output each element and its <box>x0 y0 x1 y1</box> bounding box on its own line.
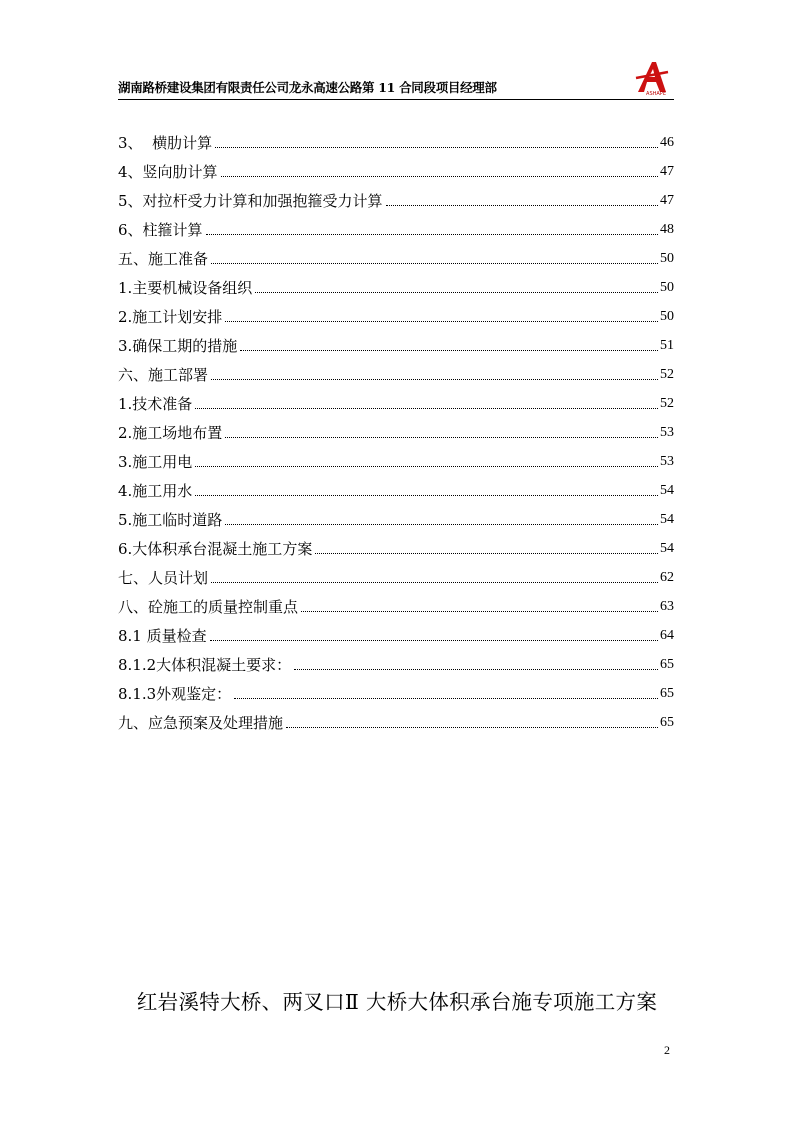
toc-entry[interactable] <box>118 559 674 588</box>
table-of-contents <box>118 124 674 733</box>
toc-entry[interactable] <box>118 211 674 240</box>
toc-entry-page: 48 <box>660 222 674 237</box>
toc-entry-label: 8.1.2大体积混凝土要求： <box>118 656 292 674</box>
toc-entry-page: 51 <box>660 338 674 353</box>
toc-entry-page: 46 <box>660 135 674 150</box>
toc-entry[interactable] <box>118 443 674 472</box>
header-text: 湖南路桥建设集团有限责任公司龙永高速公路第 11 合同段项目经理部 <box>118 80 497 95</box>
toc-entry-page: 52 <box>660 367 674 382</box>
header-rule <box>118 99 674 100</box>
toc-entry[interactable] <box>118 675 674 704</box>
toc-entry-page: 54 <box>660 541 674 556</box>
toc-entry-page: 47 <box>660 193 674 208</box>
toc-entry-label: 八、砼施工的质量控制重点 <box>118 598 299 616</box>
toc-entry-page: 53 <box>660 454 674 469</box>
toc-entry-label: 九、应急预案及处理措施 <box>118 714 284 732</box>
toc-entry-label: 3.确保工期的措施 <box>118 337 238 355</box>
toc-entry-page: 53 <box>660 425 674 440</box>
toc-dot-leader <box>225 524 658 525</box>
toc-entry-label: 5.施工临时道路 <box>118 511 223 529</box>
toc-entry[interactable] <box>118 646 674 675</box>
toc-entry[interactable] <box>118 153 674 182</box>
toc-entry-page: 63 <box>660 599 674 614</box>
toc-entry-page: 64 <box>660 628 674 643</box>
toc-entry-page: 65 <box>660 715 674 730</box>
toc-entry[interactable] <box>118 414 674 443</box>
toc-dot-leader <box>195 495 658 496</box>
toc-entry-label: 1.主要机械设备组织 <box>118 279 253 297</box>
toc-dot-leader <box>206 234 658 235</box>
toc-dot-leader <box>211 379 658 380</box>
toc-entry-page: 52 <box>660 396 674 411</box>
toc-entry[interactable] <box>118 617 674 646</box>
toc-dot-leader <box>255 292 658 293</box>
toc-entry-label: 3.施工用电 <box>118 453 193 471</box>
toc-entry[interactable] <box>118 501 674 530</box>
toc-dot-leader <box>315 553 658 554</box>
toc-entry[interactable] <box>118 588 674 617</box>
toc-entry-page: 50 <box>660 251 674 266</box>
toc-dot-leader <box>234 698 658 699</box>
toc-entry-label: 4.施工用水 <box>118 482 193 500</box>
toc-entry[interactable] <box>118 385 674 414</box>
toc-entry[interactable] <box>118 182 674 211</box>
toc-entry-page: 50 <box>660 309 674 324</box>
toc-dot-leader <box>386 205 658 206</box>
toc-dot-leader <box>221 176 658 177</box>
page-header <box>118 56 674 100</box>
toc-entry-page: 62 <box>660 570 674 585</box>
toc-entry-label: 8.1 质量检查 <box>118 627 207 645</box>
toc-entry-label: 六、施工部署 <box>118 366 209 384</box>
toc-entry[interactable] <box>118 704 674 733</box>
toc-dot-leader <box>211 263 658 264</box>
toc-entry[interactable] <box>118 298 674 327</box>
toc-entry-page: 65 <box>660 686 674 701</box>
toc-entry-label: 五、施工准备 <box>118 250 209 268</box>
toc-entry[interactable] <box>118 269 674 298</box>
toc-entry-label: 2.施工场地布置 <box>118 424 223 442</box>
toc-entry[interactable] <box>118 240 674 269</box>
toc-entry[interactable] <box>118 356 674 385</box>
toc-dot-leader <box>210 640 658 641</box>
toc-dot-leader <box>294 669 658 670</box>
toc-entry[interactable] <box>118 124 674 153</box>
toc-entry-label: 8.1.3外观鉴定： <box>118 685 232 703</box>
page-number: 2 <box>664 1043 670 1057</box>
toc-entry-label: 2.施工计划安排 <box>118 308 223 326</box>
toc-dot-leader <box>195 408 658 409</box>
toc-dot-leader <box>195 466 658 467</box>
toc-entry-page: 54 <box>660 483 674 498</box>
toc-entry-label: 1.技术准备 <box>118 395 193 413</box>
toc-dot-leader <box>286 727 658 728</box>
toc-entry-page: 65 <box>660 657 674 672</box>
toc-entry[interactable] <box>118 530 674 559</box>
toc-entry-page: 50 <box>660 280 674 295</box>
toc-entry-label: 3、 横肋计算 <box>118 134 213 152</box>
toc-entry-page: 47 <box>660 164 674 179</box>
toc-dot-leader <box>225 437 658 438</box>
toc-dot-leader <box>240 350 658 351</box>
toc-entry-label: 6.大体积承台混凝土施工方案 <box>118 540 313 558</box>
toc-dot-leader <box>225 321 658 322</box>
toc-entry-label: 6、柱箍计算 <box>118 221 203 239</box>
toc-entry-label: 4、竖向肋计算 <box>118 163 218 181</box>
toc-entry-label: 5、对拉杆受力计算和加强抱箍受力计算 <box>118 192 383 210</box>
toc-entry-label: 七、人员计划 <box>118 569 209 587</box>
toc-entry-page: 54 <box>660 512 674 527</box>
logo-caption: ASHAPE <box>646 91 666 97</box>
document-title: 红岩溪特大桥、两叉口Ⅱ 大桥大体积承台施专项施工方案 <box>136 990 658 1014</box>
toc-entry[interactable] <box>118 327 674 356</box>
toc-dot-leader <box>211 582 658 583</box>
toc-dot-leader <box>215 147 658 148</box>
toc-dot-leader <box>301 611 658 612</box>
toc-entry[interactable] <box>118 472 674 501</box>
